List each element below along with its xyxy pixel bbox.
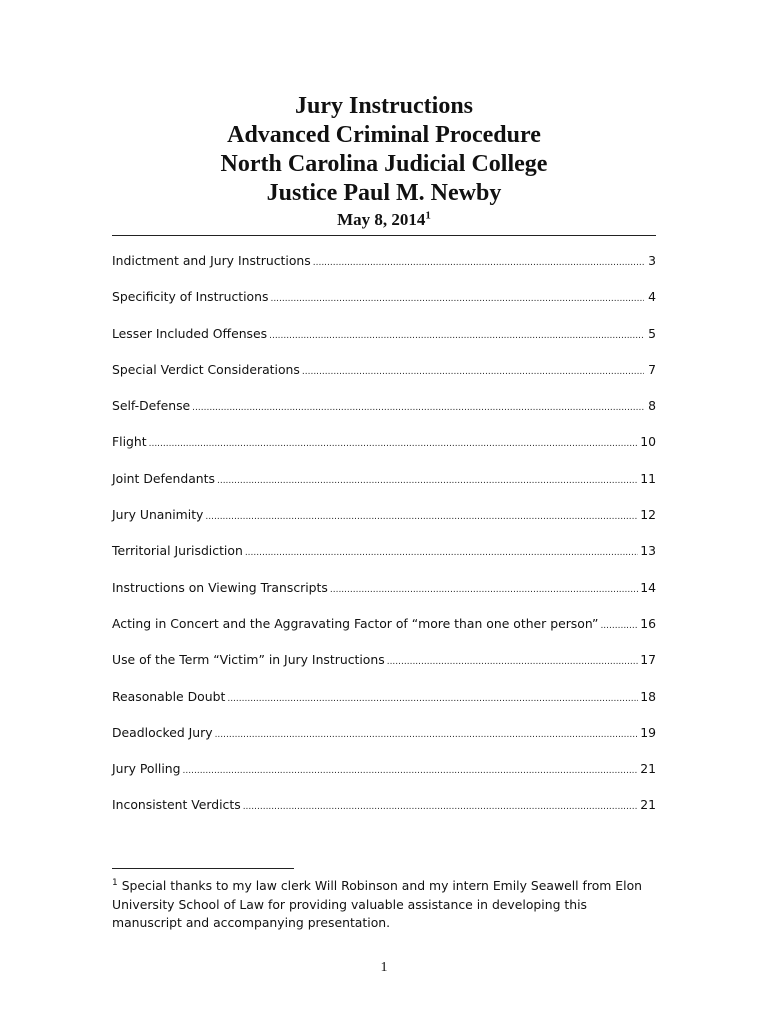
- toc-entry[interactable]: [112, 761, 656, 797]
- toc-entry[interactable]: [112, 616, 656, 652]
- page-number: 1: [380, 960, 388, 975]
- toc-entry[interactable]: [112, 580, 656, 616]
- toc-entry-page: 16: [640, 615, 656, 631]
- toc-leader-dots: [245, 548, 638, 558]
- toc-entry-label: Use of the Term “Victim” in Jury Instructions: [112, 652, 385, 668]
- toc-entry-label: Inconsistent Verdicts: [112, 797, 241, 813]
- title-block: [112, 92, 656, 231]
- toc-entry[interactable]: [112, 253, 656, 289]
- toc-entry[interactable]: [112, 797, 656, 833]
- toc-entry[interactable]: [112, 362, 656, 398]
- toc-entry[interactable]: [112, 507, 656, 543]
- toc-entry-label: Territorial Jurisdiction: [112, 543, 243, 559]
- toc-entry-label: Flight: [112, 434, 147, 450]
- toc-entry-page: 19: [640, 724, 656, 740]
- toc-entry-page: 21: [640, 761, 656, 777]
- toc-entry[interactable]: [112, 543, 656, 579]
- toc-leader-dots: [600, 621, 638, 631]
- toc-leader-dots: [302, 367, 644, 377]
- footnote-divider: [112, 868, 294, 869]
- toc-entry-page: 21: [640, 797, 656, 813]
- toc-entry-page: 14: [640, 579, 656, 595]
- document-date: [112, 209, 656, 231]
- toc-leader-dots: [183, 766, 639, 776]
- toc-entry-label: Instructions on Viewing Transcripts: [112, 579, 328, 595]
- toc-leader-dots: [205, 512, 638, 522]
- toc-entry[interactable]: [112, 652, 656, 688]
- toc-entry-page: 18: [640, 688, 656, 704]
- toc-entry-page: 5: [648, 325, 656, 341]
- institution-name: North Carolina Judicial College: [220, 151, 548, 177]
- course-name: Advanced Criminal Procedure: [227, 122, 541, 148]
- toc-entry-label: Specificity of Instructions: [112, 289, 269, 305]
- toc-entry-page: 3: [648, 253, 656, 268]
- toc-entry-page: 4: [648, 289, 656, 305]
- toc-entry-page: 8: [648, 398, 656, 414]
- toc-entry-label: Joint Defendants: [112, 470, 215, 486]
- toc-entry-label: Acting in Concert and the Aggravating Factor of “more than one other person”: [112, 615, 599, 631]
- footnote-text: Special thanks to my law clerk Will Robinson and my intern Emily Seawell from Elon University School of Law for providing valuable assistance in developing this manuscript and accompanying presentation.: [112, 878, 643, 930]
- toc-entry-label: Deadlocked Jury: [112, 724, 213, 740]
- toc-entry-label: Reasonable Doubt: [112, 688, 226, 704]
- toc-entry-label: Self-Defense: [112, 398, 191, 414]
- toc-entry-page: 17: [640, 652, 656, 668]
- toc-leader-dots: [269, 331, 644, 341]
- toc-entry-label: Jury Unanimity: [112, 507, 204, 523]
- toc-leader-dots: [192, 403, 644, 413]
- toc-entry-page: 7: [648, 361, 656, 377]
- table-of-contents: [112, 253, 656, 834]
- footnote-reference: 1: [425, 209, 431, 222]
- author-name: Justice Paul M. Newby: [266, 180, 502, 206]
- toc-leader-dots: [217, 476, 638, 486]
- toc-leader-dots: [227, 694, 638, 704]
- toc-entry-label: Indictment and Jury Instructions: [112, 253, 311, 268]
- toc-entry[interactable]: [112, 471, 656, 507]
- toc-entry[interactable]: [112, 725, 656, 761]
- toc-entry-label: Jury Polling: [112, 761, 181, 777]
- toc-leader-dots: [215, 730, 639, 740]
- toc-entry-page: 11: [640, 470, 656, 486]
- toc-entry[interactable]: [112, 434, 656, 470]
- toc-entry[interactable]: [112, 398, 656, 434]
- toc-entry-page: 10: [640, 434, 656, 450]
- toc-entry-label: Lesser Included Offenses: [112, 325, 268, 341]
- title-divider: [112, 235, 656, 236]
- toc-leader-dots: [330, 585, 638, 595]
- toc-leader-dots: [313, 258, 644, 268]
- footnote: [112, 877, 660, 933]
- toc-leader-dots: [149, 439, 639, 449]
- toc-entry-label: Special Verdict Considerations: [112, 361, 300, 377]
- toc-entry[interactable]: [112, 689, 656, 725]
- footnote-marker: 1: [112, 877, 118, 888]
- toc-leader-dots: [243, 802, 639, 812]
- toc-entry[interactable]: [112, 289, 656, 325]
- toc-leader-dots: [270, 294, 644, 304]
- date-text: May 8, 2014: [337, 210, 426, 229]
- toc-entry-page: 13: [640, 543, 656, 559]
- toc-leader-dots: [387, 657, 639, 667]
- toc-entry[interactable]: [112, 326, 656, 362]
- document-title: Jury Instructions: [294, 93, 474, 119]
- toc-entry-page: 12: [640, 507, 656, 523]
